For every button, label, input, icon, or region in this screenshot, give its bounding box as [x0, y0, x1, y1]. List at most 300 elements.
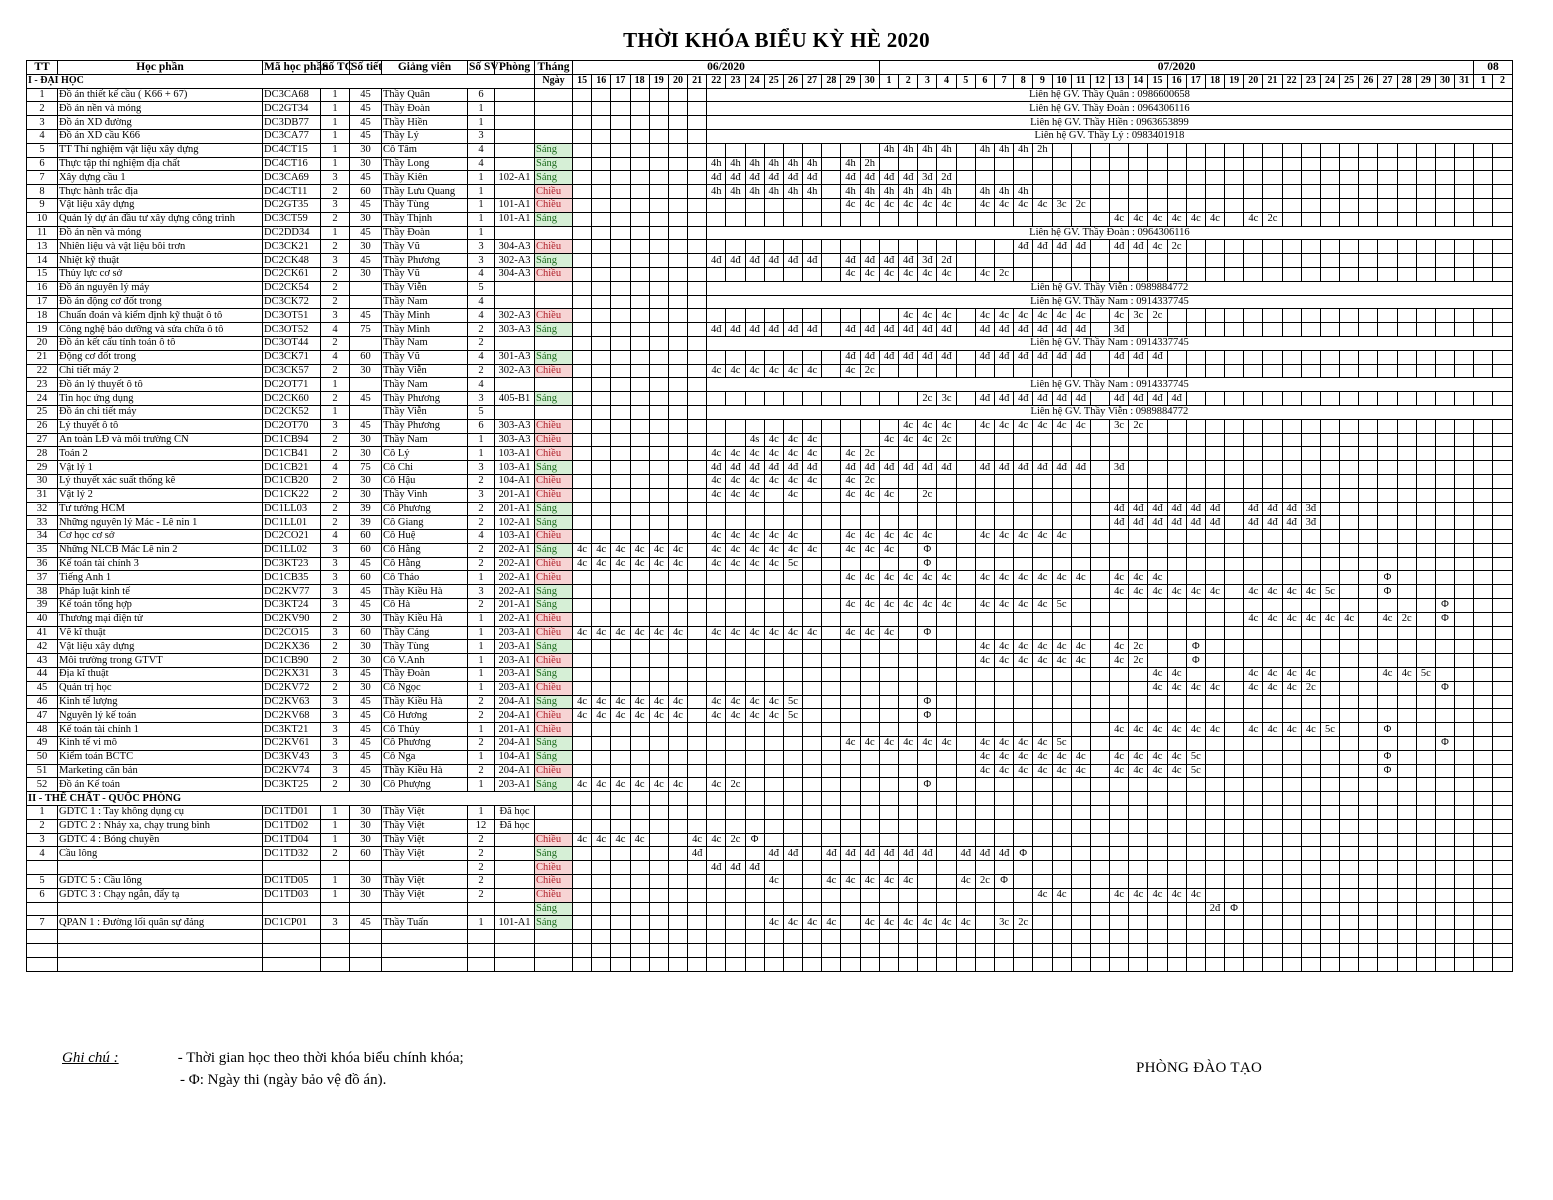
table-row	[27, 378, 1513, 392]
empty-cell	[1205, 944, 1224, 958]
cell-subject: Đồ án lý thuyết ô tô	[58, 378, 263, 392]
day-cell: 4đ	[1110, 240, 1129, 254]
day-cell	[1320, 461, 1339, 475]
cell-subject: Xây dựng cầu 1	[58, 171, 263, 185]
cell-room: 301-A3	[495, 350, 535, 364]
day-cell	[611, 267, 630, 281]
day-cell	[1493, 157, 1512, 171]
day-cell	[592, 668, 611, 682]
day-cell	[1014, 474, 1033, 488]
day-cell	[1071, 681, 1090, 695]
day-cell	[1493, 902, 1512, 916]
cell-credits: 1	[321, 888, 350, 902]
day-cell	[860, 750, 879, 764]
day-cell	[803, 350, 822, 364]
cell-subject: Chuẩn đoán và kiểm định kỹ thuật ô tô	[58, 309, 263, 323]
day-cell: 4đ	[1148, 392, 1167, 406]
day-cell: 4c	[764, 364, 783, 378]
day-cell	[1493, 474, 1512, 488]
day-cell: 4c	[783, 433, 802, 447]
day-cell: 4c	[1282, 723, 1301, 737]
day-cell	[1397, 750, 1416, 764]
cell-room	[495, 902, 535, 916]
day-cell	[611, 474, 630, 488]
day-cell	[1474, 819, 1493, 833]
cell-room: 302-A3	[495, 254, 535, 268]
cell-students: 3	[468, 461, 495, 475]
day-cell	[918, 902, 937, 916]
day-cell	[1378, 806, 1397, 820]
day-cell	[592, 902, 611, 916]
day-cell	[1320, 916, 1339, 930]
day-cell	[899, 626, 918, 640]
day-cell: 4đ	[956, 847, 975, 861]
cell-students: 2	[468, 888, 495, 902]
cell-subject: Đồ án Kế toán	[58, 778, 263, 792]
day-cell	[841, 902, 860, 916]
cell-credits: 1	[321, 875, 350, 889]
day-cell	[764, 902, 783, 916]
cell-tt: 4	[27, 129, 58, 143]
day-cell: Φ	[1435, 599, 1454, 613]
day-cell: 4c	[975, 571, 994, 585]
day-cell: 4c	[841, 267, 860, 281]
day-cell	[707, 819, 726, 833]
day-header: 20	[668, 74, 687, 88]
day-cell	[592, 102, 611, 116]
day-cell	[1014, 681, 1033, 695]
cell-tt: 21	[27, 350, 58, 364]
day-cell	[822, 695, 841, 709]
cell-periods: 30	[350, 157, 382, 171]
cell-code: DC3KT21	[263, 723, 321, 737]
day-cell: 4c	[841, 530, 860, 544]
day-cell	[1301, 212, 1320, 226]
day-cell	[1186, 833, 1205, 847]
day-cell	[1071, 737, 1090, 751]
day-cell: 4c	[745, 709, 764, 723]
day-cell	[1014, 709, 1033, 723]
day-cell: Φ	[1378, 764, 1397, 778]
cell-code: DC4CT16	[263, 157, 321, 171]
table-row	[27, 861, 1513, 875]
cell-students: 2	[468, 502, 495, 516]
cell-periods: 45	[350, 585, 382, 599]
day-cell	[1416, 599, 1435, 613]
day-cell	[1225, 750, 1244, 764]
day-cell	[1474, 557, 1493, 571]
empty-cell	[764, 957, 783, 971]
day-cell	[688, 819, 707, 833]
day-cell	[1474, 530, 1493, 544]
day-cell	[745, 392, 764, 406]
day-cell	[1071, 806, 1090, 820]
day-cell	[1129, 861, 1148, 875]
day-cell	[1493, 695, 1512, 709]
day-cell: 4đ	[783, 847, 802, 861]
day-cell	[1416, 640, 1435, 654]
cell-room	[495, 185, 535, 199]
day-cell	[1090, 764, 1109, 778]
day-cell	[1225, 806, 1244, 820]
cell-tt: 49	[27, 737, 58, 751]
day-cell	[1052, 875, 1071, 889]
day-cell	[668, 240, 687, 254]
day-cell: 2c	[1129, 654, 1148, 668]
day-cell: 4c	[879, 488, 898, 502]
day-cell: 4c	[1014, 571, 1033, 585]
cell-tt: 26	[27, 419, 58, 433]
day-cell	[879, 157, 898, 171]
day-cell	[1455, 461, 1474, 475]
day-cell	[1148, 267, 1167, 281]
cell-lecturer: Thầy Kiều Hà	[382, 612, 468, 626]
day-cell	[918, 792, 937, 806]
day-cell	[1320, 530, 1339, 544]
day-cell: 4c	[726, 626, 745, 640]
empty-cell	[1167, 957, 1186, 971]
day-cell	[726, 902, 745, 916]
day-cell	[1416, 543, 1435, 557]
day-cell	[1052, 792, 1071, 806]
day-cell	[1225, 640, 1244, 654]
day-cell	[1225, 143, 1244, 157]
day-cell	[1282, 185, 1301, 199]
day-cell: 4h	[764, 185, 783, 199]
day-cell	[630, 819, 649, 833]
day-cell	[1205, 737, 1224, 751]
day-cell	[1416, 847, 1435, 861]
day-cell	[592, 612, 611, 626]
day-cell: 4đ	[1186, 502, 1205, 516]
day-cell: 4đ	[860, 847, 879, 861]
day-cell	[1455, 185, 1474, 199]
day-cell	[745, 212, 764, 226]
day-cell	[649, 254, 668, 268]
day-cell	[764, 571, 783, 585]
cell-session: Chiều	[535, 185, 573, 199]
cell-students: 3	[468, 392, 495, 406]
day-cell: 4c	[860, 737, 879, 751]
day-cell: 4c	[1397, 668, 1416, 682]
day-cell	[1397, 502, 1416, 516]
day-cell	[592, 254, 611, 268]
day-cell: 4c	[1033, 640, 1052, 654]
day-cell: 4đ	[1263, 502, 1282, 516]
day-cell	[1301, 461, 1320, 475]
cell-session: Sáng	[535, 695, 573, 709]
day-cell	[879, 392, 898, 406]
day-cell	[803, 764, 822, 778]
day-cell	[1416, 806, 1435, 820]
day-cell	[1282, 764, 1301, 778]
day-cell	[630, 530, 649, 544]
day-cell	[1129, 902, 1148, 916]
day-cell	[1474, 392, 1493, 406]
day-cell: 4c	[783, 447, 802, 461]
day-cell	[937, 709, 956, 723]
cell-students: 1	[468, 212, 495, 226]
cell-subject: Nguyên lý kế toán	[58, 709, 263, 723]
day-cell	[1244, 916, 1263, 930]
table-row	[27, 281, 1513, 295]
cell-code: DC2KV90	[263, 612, 321, 626]
table-row	[27, 557, 1513, 571]
day-cell	[822, 778, 841, 792]
day-cell	[592, 474, 611, 488]
day-cell	[1397, 875, 1416, 889]
cell-tt: 33	[27, 516, 58, 530]
day-cell: 2c	[726, 778, 745, 792]
day-cell	[611, 847, 630, 861]
day-cell	[649, 681, 668, 695]
day-cell	[1397, 254, 1416, 268]
day-cell	[937, 447, 956, 461]
day-cell: Φ	[918, 543, 937, 557]
day-cell	[649, 323, 668, 337]
day-cell	[1014, 543, 1033, 557]
day-cell: Φ	[918, 626, 937, 640]
day-cell	[918, 681, 937, 695]
day-cell	[630, 461, 649, 475]
cell-tt: 25	[27, 405, 58, 419]
day-cell: 4đ	[1033, 392, 1052, 406]
day-cell: 4đ	[1110, 350, 1129, 364]
day-cell	[994, 585, 1013, 599]
cell-code: DC2GT35	[263, 198, 321, 212]
cell-tt: 2	[27, 102, 58, 116]
empty-cell	[688, 957, 707, 971]
day-cell: 4h	[803, 185, 822, 199]
day-cell	[592, 875, 611, 889]
cell-students: 4	[468, 157, 495, 171]
day-cell	[707, 143, 726, 157]
day-cell	[764, 612, 783, 626]
day-cell	[937, 543, 956, 557]
day-cell: 4c	[764, 626, 783, 640]
cell-lecturer: Thầy Phương	[382, 392, 468, 406]
day-cell	[1474, 212, 1493, 226]
day-cell	[592, 295, 611, 309]
empty-cell	[350, 944, 382, 958]
section-row	[27, 792, 1513, 806]
cell-code: DC1LL02	[263, 543, 321, 557]
day-cell	[668, 309, 687, 323]
cell-tt: 23	[27, 378, 58, 392]
table-row	[27, 212, 1513, 226]
day-cell	[1167, 861, 1186, 875]
cell-room: 202-A1	[495, 612, 535, 626]
day-cell	[1320, 875, 1339, 889]
day-cell	[573, 585, 592, 599]
day-cell	[783, 792, 802, 806]
day-cell	[573, 668, 592, 682]
day-cell	[937, 861, 956, 875]
day-cell	[573, 295, 592, 309]
day-cell: 4c	[994, 198, 1013, 212]
day-cell	[745, 267, 764, 281]
cell-room: 303-A3	[495, 419, 535, 433]
day-cell	[649, 405, 668, 419]
cell-code: DC3CT59	[263, 212, 321, 226]
empty-cell	[956, 957, 975, 971]
day-cell	[1474, 254, 1493, 268]
cell-tt: 39	[27, 599, 58, 613]
day-cell	[1493, 502, 1512, 516]
empty-cell	[263, 944, 321, 958]
day-cell: 4đ	[1167, 392, 1186, 406]
notes-line-1: - Thời gian học theo thời khóa biểu chính khóa;	[177, 1050, 464, 1066]
day-cell	[1282, 902, 1301, 916]
day-cell	[1301, 198, 1320, 212]
day-cell	[611, 171, 630, 185]
table-row	[27, 405, 1513, 419]
day-header: 15	[1148, 74, 1167, 88]
day-cell	[630, 240, 649, 254]
day-cell	[937, 240, 956, 254]
day-cell	[1301, 240, 1320, 254]
cell-subject: Thủy lực cơ sở	[58, 267, 263, 281]
day-cell	[1455, 254, 1474, 268]
day-cell: 4c	[1071, 419, 1090, 433]
day-cell: 5c	[1186, 750, 1205, 764]
empty-cell	[1320, 930, 1339, 944]
cell-room	[495, 102, 535, 116]
day-cell: 4đ	[1071, 323, 1090, 337]
day-cell	[1148, 557, 1167, 571]
cell-code: DC3KT25	[263, 778, 321, 792]
day-cell: 4c	[611, 833, 630, 847]
day-cell: 4c	[1110, 654, 1129, 668]
day-cell	[592, 819, 611, 833]
day-cell	[1359, 875, 1378, 889]
empty-cell	[745, 944, 764, 958]
day-cell: 4đ	[803, 461, 822, 475]
cell-room: 204-A1	[495, 709, 535, 723]
day-cell	[1263, 861, 1282, 875]
cell-session	[535, 806, 573, 820]
empty-cell	[27, 930, 58, 944]
day-cell	[1090, 474, 1109, 488]
day-cell	[630, 806, 649, 820]
day-cell: 4c	[1033, 764, 1052, 778]
day-cell	[1033, 543, 1052, 557]
day-cell	[1493, 847, 1512, 861]
day-cell	[688, 309, 707, 323]
day-cell	[1340, 654, 1359, 668]
day-cell	[803, 419, 822, 433]
day-cell	[1129, 833, 1148, 847]
table-row	[27, 764, 1513, 778]
cell-periods	[350, 336, 382, 350]
day-cell	[1282, 364, 1301, 378]
cell-lecturer: Thầy Tuấn	[382, 916, 468, 930]
day-cell: 5c	[783, 695, 802, 709]
day-cell	[1148, 861, 1167, 875]
day-cell	[899, 557, 918, 571]
day-cell	[899, 516, 918, 530]
day-cell	[860, 681, 879, 695]
cell-periods	[350, 281, 382, 295]
cell-code: DC2KX36	[263, 640, 321, 654]
cell-session: Chiều	[535, 681, 573, 695]
day-cell	[1263, 709, 1282, 723]
day-cell	[1397, 806, 1416, 820]
cell-room: 202-A1	[495, 557, 535, 571]
day-cell	[668, 861, 687, 875]
day-cell: 4c	[994, 530, 1013, 544]
day-cell	[1320, 792, 1339, 806]
cell-subject: Kiểm toán BCTC	[58, 750, 263, 764]
cell-lecturer: Cô V.Anh	[382, 654, 468, 668]
day-cell: 4c	[937, 198, 956, 212]
day-cell	[745, 198, 764, 212]
day-cell	[1301, 654, 1320, 668]
day-cell	[1129, 171, 1148, 185]
day-cell: 4c	[707, 833, 726, 847]
day-cell	[1474, 833, 1493, 847]
empty-cell	[668, 957, 687, 971]
day-cell	[975, 157, 994, 171]
day-cell	[592, 502, 611, 516]
day-cell	[1033, 861, 1052, 875]
day-cell	[649, 378, 668, 392]
day-cell: 4c	[726, 543, 745, 557]
day-cell	[1205, 709, 1224, 723]
day-cell	[668, 281, 687, 295]
day-cell	[1493, 392, 1512, 406]
day-cell	[1263, 571, 1282, 585]
day-cell	[1359, 474, 1378, 488]
cell-code: DC1CB94	[263, 433, 321, 447]
day-cell	[1282, 447, 1301, 461]
cell-students: 12	[468, 819, 495, 833]
day-cell	[668, 461, 687, 475]
day-cell	[1225, 668, 1244, 682]
cell-credits: 1	[321, 405, 350, 419]
day-cell	[1359, 916, 1378, 930]
day-cell	[668, 129, 687, 143]
day-cell	[1090, 916, 1109, 930]
day-cell	[649, 792, 668, 806]
day-cell	[1493, 212, 1512, 226]
day-cell: 2c	[1129, 419, 1148, 433]
empty-cell	[822, 944, 841, 958]
day-cell	[764, 861, 783, 875]
day-cell	[1435, 571, 1454, 585]
col-tt-header: TT	[27, 61, 58, 75]
day-cell	[707, 888, 726, 902]
day-cell	[879, 585, 898, 599]
day-cell	[1090, 240, 1109, 254]
day-header: 19	[1225, 74, 1244, 88]
day-cell	[630, 750, 649, 764]
cell-periods	[350, 861, 382, 875]
day-cell	[1416, 488, 1435, 502]
day-cell: 4c	[1071, 750, 1090, 764]
day-cell	[649, 447, 668, 461]
day-cell	[1301, 764, 1320, 778]
day-cell	[573, 185, 592, 199]
day-cell: 4c	[649, 543, 668, 557]
day-cell	[783, 861, 802, 875]
cell-students: 2	[468, 336, 495, 350]
day-cell	[994, 488, 1013, 502]
day-cell	[1359, 792, 1378, 806]
cell-students: 4	[468, 309, 495, 323]
empty-cell	[1435, 957, 1454, 971]
cell-periods: 45	[350, 916, 382, 930]
